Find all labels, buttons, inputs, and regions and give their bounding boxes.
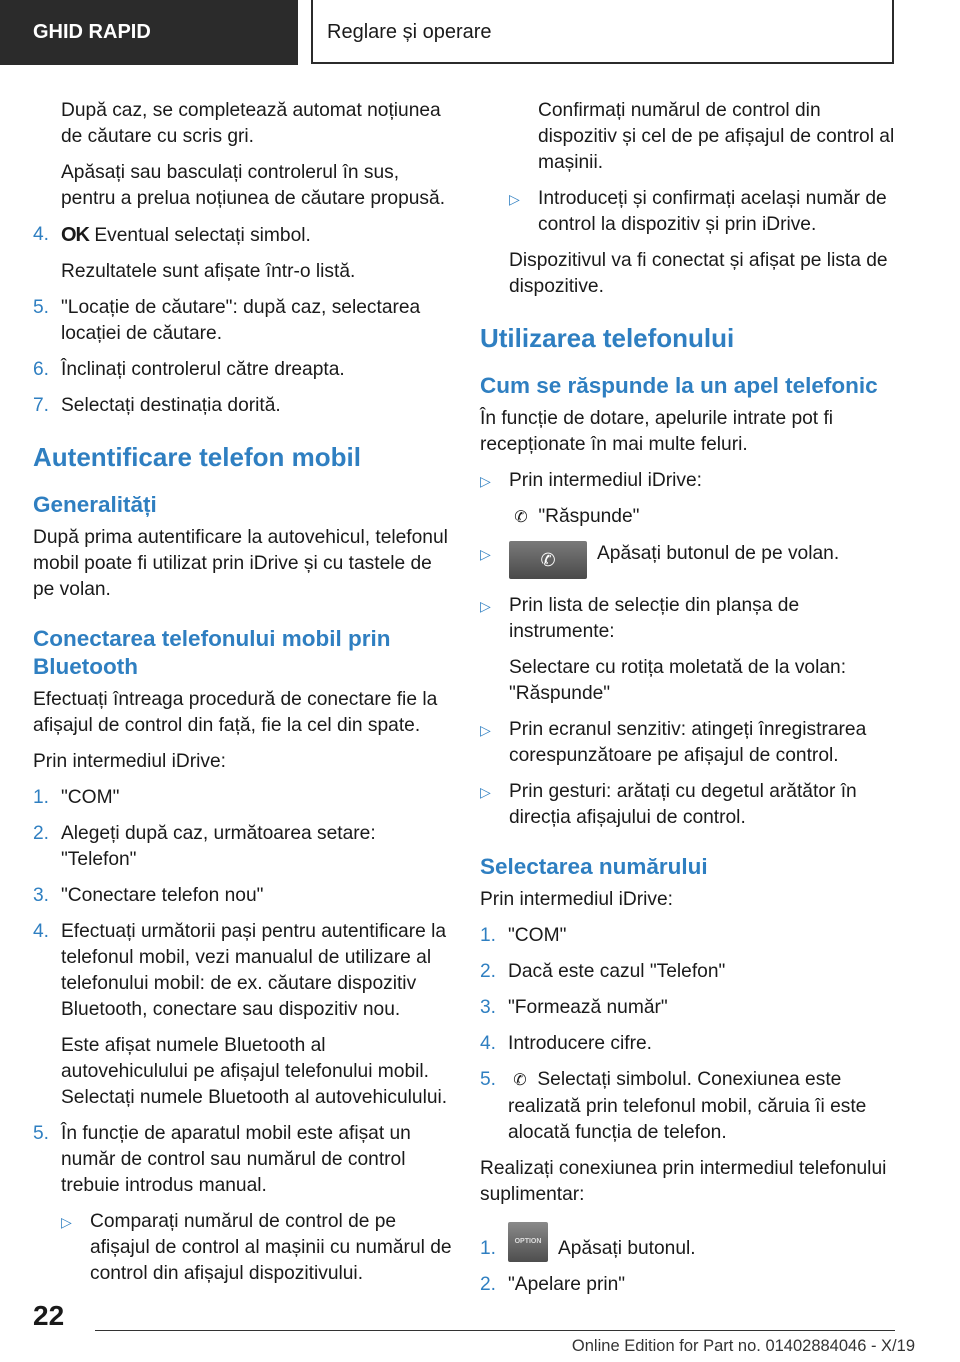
step-text: "Conectare telefon nou" — [61, 885, 264, 906]
list-item — [480, 1031, 900, 1057]
paragraph: Dispozitivul va fi conectat și afișat pe lista de dispozitive. — [509, 250, 888, 297]
list-item — [33, 919, 453, 1023]
paragraph — [480, 504, 900, 531]
paragraph: Rezultatele sunt afișate într-o listă. — [61, 261, 356, 282]
left-column — [33, 98, 453, 1297]
bullet-item — [480, 779, 900, 831]
list-item — [33, 295, 453, 347]
subsection-heading: Cum se răspunde la un apel telefonic — [480, 373, 878, 398]
step-text: Dacă este cazul "Telefon" — [508, 961, 726, 982]
paragraph: Selectare cu rotița moletată de la volan: "Răspunde" — [509, 657, 847, 704]
step-number: 5. — [33, 1123, 50, 1144]
step-text: Selectați destinația dorită. — [61, 395, 281, 416]
bullet-item — [480, 468, 900, 494]
list-item — [33, 821, 453, 873]
list-item — [33, 785, 453, 811]
bullet-item — [33, 1209, 453, 1287]
step-number: 2. — [480, 961, 497, 982]
step-number: 5. — [480, 1069, 497, 1090]
step-text: Alegeți după caz, următoarea setare: "Telefon" — [61, 823, 376, 870]
option-button-image: OPTION — [508, 1222, 548, 1262]
step-number: 1. — [480, 925, 497, 946]
step-number: 3. — [480, 997, 497, 1018]
step-text: "Formează număr" — [508, 997, 668, 1018]
step-text: Eventual selectați simbol. — [94, 225, 311, 246]
paragraph: În funcție de dotare, apelurile intrate pot fi recepționate în mai multe feluri. — [480, 408, 834, 455]
arrow-icon: ▷ — [61, 1214, 72, 1230]
phone-icon: ✆ — [540, 550, 556, 570]
right-column — [480, 98, 900, 1308]
list-item — [33, 1121, 453, 1199]
arrow-icon: ▷ — [509, 191, 520, 207]
step-number: 5. — [33, 297, 50, 318]
subsection-heading: Generalități — [33, 492, 157, 517]
step-text: Introducere cifre. — [508, 1033, 652, 1054]
list-item — [480, 995, 900, 1021]
paragraph: Realizați conexiunea prin intermediul telefonului suplimentar: — [480, 1158, 887, 1205]
bullet-text: Prin intermediul iDrive: — [509, 470, 702, 491]
step-number: 3. — [33, 885, 50, 906]
step-text: "COM" — [61, 787, 120, 808]
step-text: În funcție de aparatul mobil este afișat un număr de control sau numărul de control trebuie introdus manual. — [61, 1123, 411, 1196]
step-number: 1. — [33, 787, 50, 808]
paragraph: După caz, se completează automat noțiunea de căutare cu scris gri. — [61, 100, 441, 147]
bullet-item — [480, 593, 900, 645]
list-item — [33, 883, 453, 909]
paragraph: Prin intermediul iDrive: — [33, 751, 226, 772]
subsection-heading: Conectarea telefonului mobil prin Bluetooth — [33, 626, 391, 679]
bullet-item — [480, 186, 900, 238]
bullet-text: Apăsați butonul de pe volan. — [597, 543, 840, 564]
step-text: Apăsați butonul. — [558, 1238, 696, 1259]
step-number: 4. — [480, 1033, 497, 1054]
list-item — [480, 1067, 900, 1146]
bullet-text: Prin ecranul senzitiv: atingeți înregistrarea corespunzătoare pe afișajul de control. — [509, 719, 867, 766]
section-heading: Autentificare telefon mobil — [33, 442, 361, 472]
paragraph: Apăsați sau basculați controlerul în sus, pentru a prelua noțiunea de căutare propusă. — [61, 162, 446, 209]
steering-phone-button-image — [509, 541, 587, 579]
step-number: 2. — [33, 823, 50, 844]
ok-icon: OK — [61, 224, 89, 246]
page-number: 22 — [33, 1300, 65, 1331]
paragraph: Prin intermediul iDrive: — [480, 889, 673, 910]
paragraph: Este afișat numele Bluetooth al autovehiculului pe afișajul telefonului mobil. Selectați numele Bluetooth al autovehiculului. — [61, 1035, 448, 1108]
list-item — [33, 393, 453, 419]
step-text: "COM" — [508, 925, 567, 946]
phone-icon: ✆ — [514, 509, 528, 526]
step-text: Selectați simbolul. Conexiunea este realizată prin telefonul mobil, căruia îi este alocată funcția de telefon. — [508, 1069, 867, 1143]
header-section: Reglare și operare — [311, 0, 894, 64]
list-item — [480, 1222, 900, 1262]
phone-icon: ✆ — [513, 1072, 527, 1089]
header-chapter: GHID RAPID — [0, 0, 298, 65]
footer-divider — [95, 1330, 895, 1331]
step-text: "Locație de căutare": după caz, selectarea locației de căutare. — [61, 297, 421, 344]
subsection-heading: Selectarea numărului — [480, 854, 708, 879]
step-number: 7. — [33, 395, 50, 416]
list-item — [480, 959, 900, 985]
list-item — [480, 1272, 900, 1298]
bullet-item — [480, 541, 900, 579]
list-item — [33, 357, 453, 383]
list-item — [33, 222, 453, 249]
arrow-icon: ▷ — [480, 722, 491, 738]
step-number: 4. — [33, 921, 50, 942]
bullet-text: Prin lista de selecție din planșa de instrumente: — [509, 595, 800, 642]
arrow-icon: ▷ — [480, 473, 491, 489]
step-number: 1. — [480, 1238, 497, 1259]
bullet-item — [480, 717, 900, 769]
step-number: 2. — [480, 1274, 497, 1295]
arrow-icon: ▷ — [480, 784, 491, 800]
step-number: 6. — [33, 359, 50, 380]
paragraph: Efectuați întreaga procedură de conectare fie la afișajul de control din față, fie la cel din spate. — [33, 689, 438, 736]
arrow-icon: ▷ — [480, 598, 491, 614]
bullet-text: Prin gesturi: arătați cu degetul arătător în direcția afișajului de control. — [509, 781, 857, 828]
option-text: "Răspunde" — [538, 506, 640, 527]
step-text: "Apelare prin" — [508, 1274, 626, 1295]
bullet-text: Introduceți și confirmați același număr de control la dispozitiv și prin iDrive. — [538, 188, 887, 235]
section-heading: Utilizarea telefonului — [480, 323, 735, 353]
step-text: Înclinați controlerul către dreapta. — [61, 359, 345, 380]
list-item — [480, 923, 900, 949]
arrow-icon: ▷ — [480, 546, 491, 562]
bullet-text: Comparați numărul de control de pe afișajul de control al mașinii cu numărul de control din afișajul dispozitivului. — [90, 1211, 452, 1284]
paragraph: După prima autentificare la autovehicul, telefonul mobil poate fi utilizat prin iDrive și cu tastele de pe volan. — [33, 527, 448, 600]
footer-text: Online Edition for Part no. 01402884046 - X/19 — [571, 1337, 915, 1355]
step-number: 4. — [33, 224, 50, 245]
step-text: Efectuați următorii pași pentru autentificare la telefonul mobil, vezi manualul de utilizare al telefonului mobil: de ex. căutare dispozitiv Bluetooth, conectare sau dispozitiv nou. — [61, 921, 447, 1020]
paragraph: Confirmați numărul de control din dispozitiv și cel de pe afișajul de control al mașinii. — [538, 100, 895, 173]
